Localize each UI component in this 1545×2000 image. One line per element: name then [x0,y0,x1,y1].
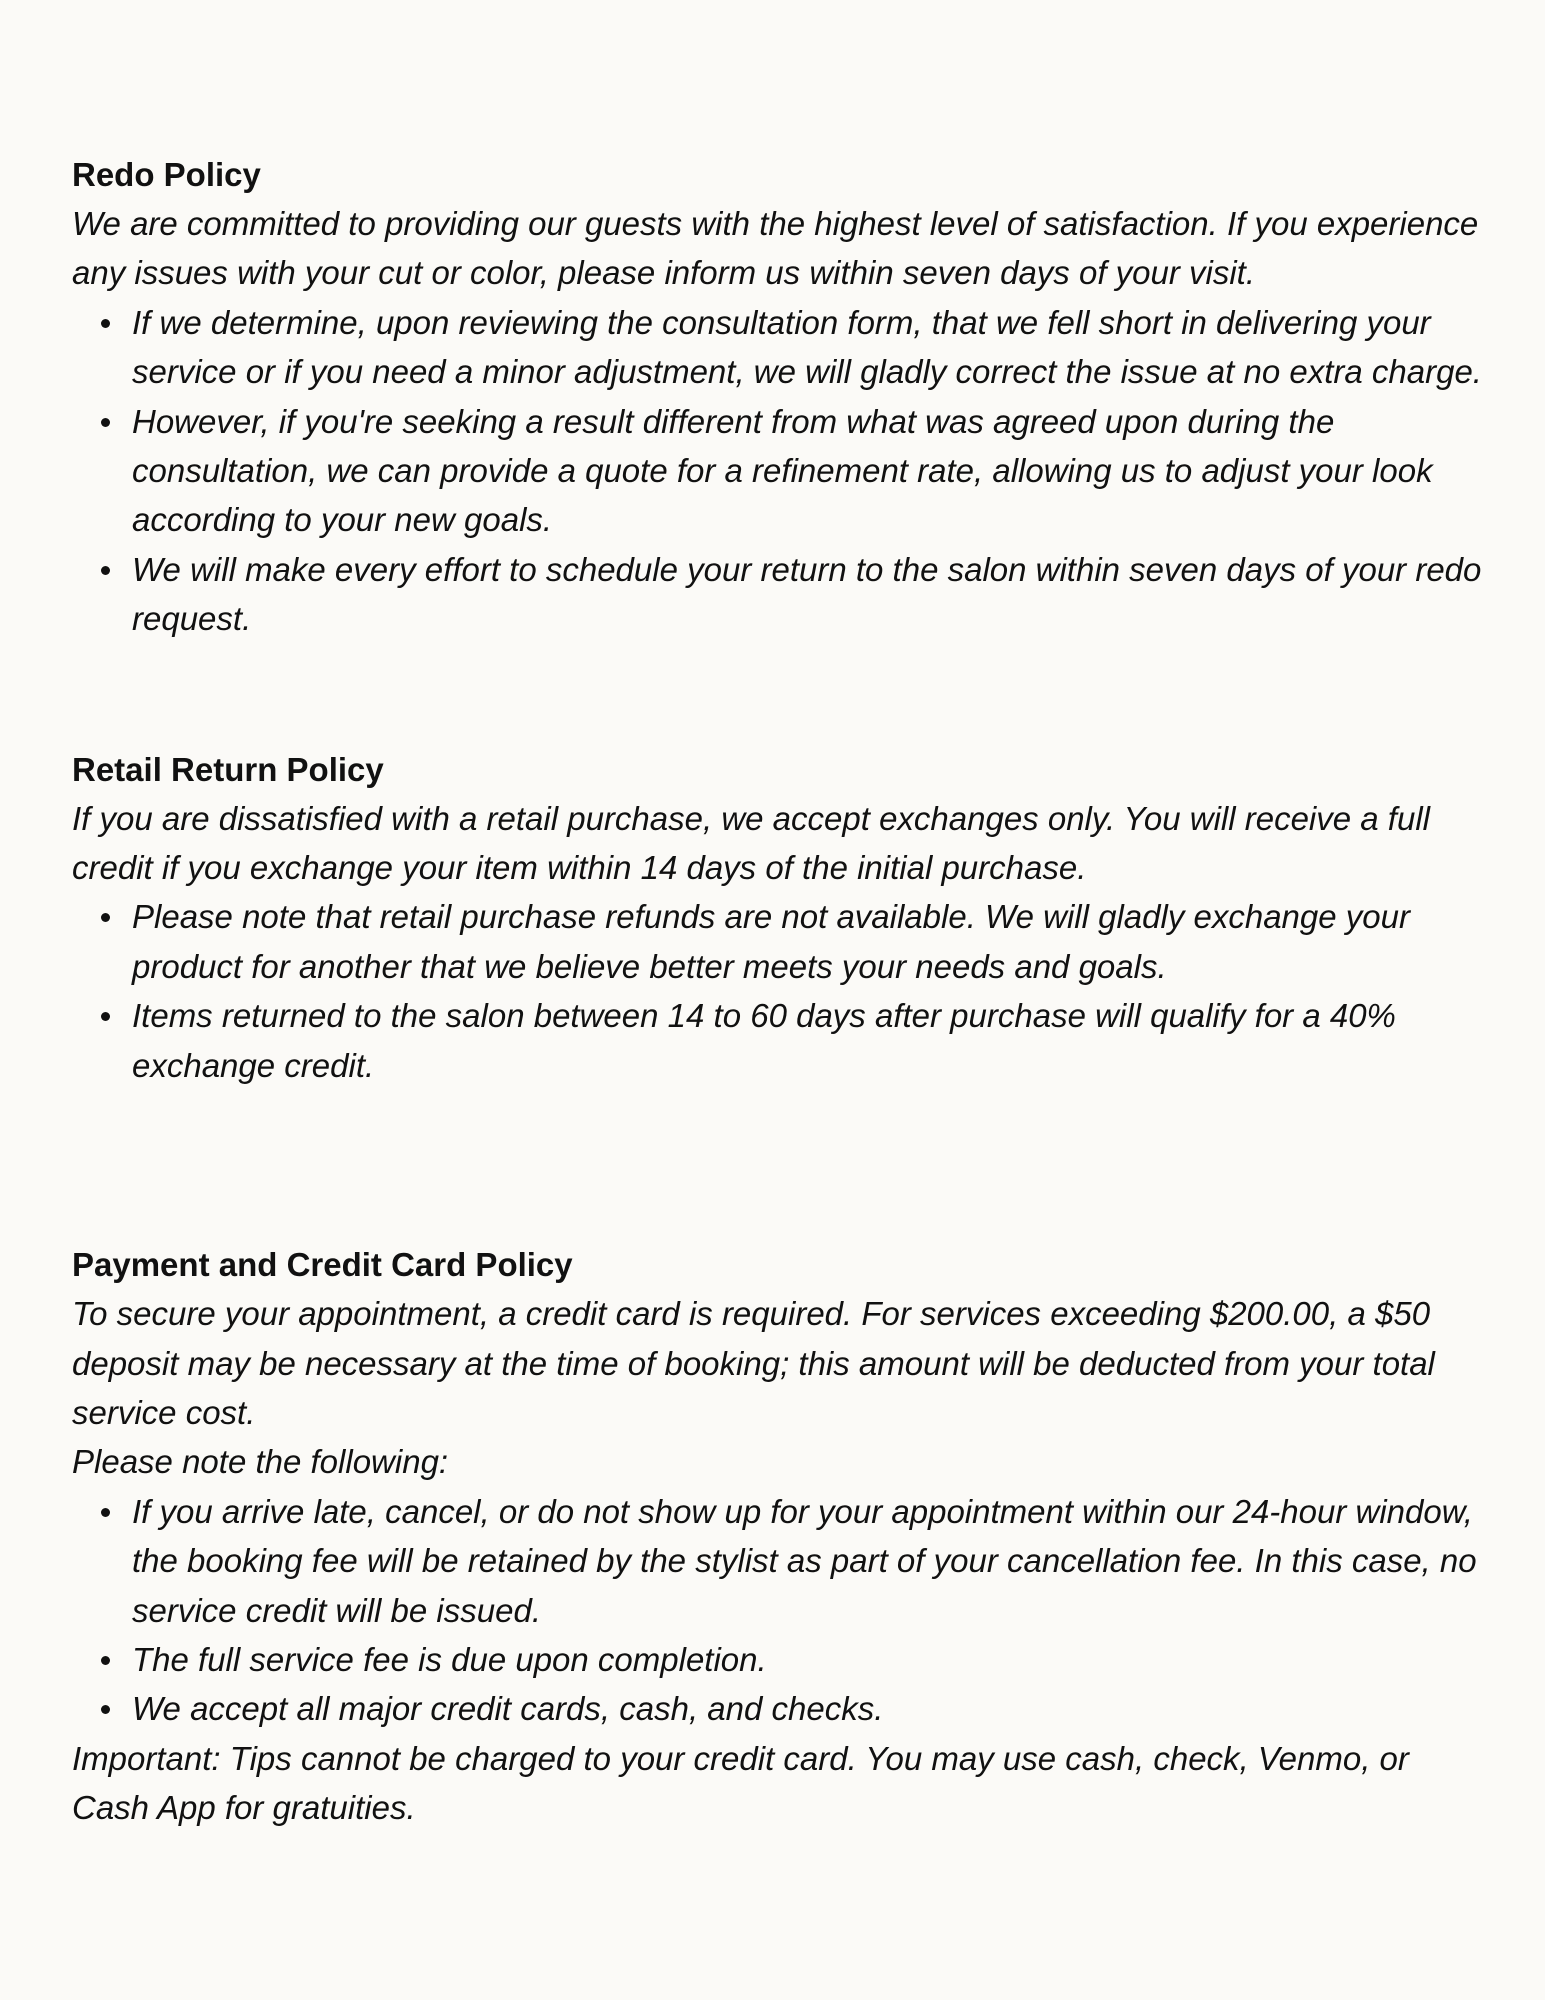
list-item: If you arrive late, cancel, or do not show up for your appointment within our 24-hour window, the booking fee will be retained by the stylist as part of your cancellation fee. In this case, no service credit will be issued. [132,1487,1482,1635]
bullet-icon [101,1508,110,1517]
bullet-icon [101,1656,110,1665]
list-item: Please note that retail purchase refunds are not available. We will gladly exchange your product for another that we believe better meets your needs and goals. [132,892,1482,991]
retail-return-policy-title: Retail Return Policy [72,750,384,788]
bullet-icon [101,1012,110,1021]
payment-policy-list [72,1487,1482,1734]
redo-policy-title: Redo Policy [72,156,261,193]
bullet-icon [101,913,110,922]
payment-policy-title: Payment and Credit Card Policy [72,1246,573,1284]
list-item: The full service fee is due upon completion. [132,1635,1482,1684]
payment-note-lead: Please note the following: [72,1443,449,1481]
bullet-icon [101,566,110,575]
payment-policy-intro: To secure your appointment, a credit card is required. For services exceeding $200.00, a $50 deposit may be necessary at the time of booking; this amount will be deducted from your total service cost. [72,1295,1435,1431]
bullet-icon [101,1705,110,1714]
payment-important-note: Important: Tips cannot be charged to your credit card. You may use cash, check, Venmo, or Cash App for gratuities. [72,1739,1409,1827]
redo-policy-list [72,298,1482,644]
list-item: Items returned to the salon between 14 to 60 days after purchase will qualify for a 40% exchange credit. [132,991,1482,1090]
retail-return-policy-intro: If you are dissatisfied with a retail purchase, we accept exchanges only. You will receive a full credit if you exchange your item within 14 days of the initial purchase. [72,799,1430,887]
list-item: We will make every effort to schedule your return to the salon within seven days of your redo request. [132,545,1482,644]
retail-return-policy-list [72,892,1482,1090]
list-item: However, if you're seeking a result different from what was agreed upon during the consultation, we can provide a quote for a refinement rate, allowing us to adjust your look according to your new goals. [132,397,1482,545]
bullet-icon [101,418,110,427]
policy-document [72,150,1482,1833]
redo-policy-intro: We are committed to providing our guests with the highest level of satisfaction. If you experience any issues with your cut or color, please inform us within seven days of your visit. [72,205,1479,292]
list-item: If we determine, upon reviewing the consultation form, that we fell short in delivering your service or if you need a minor adjustment, we will gladly correct the issue at no extra charge. [132,298,1482,397]
payment-policy-section [72,1240,1482,1832]
retail-return-policy-section [72,745,1482,1090]
list-item: We accept all major credit cards, cash, and checks. [132,1684,1482,1733]
bullet-icon [101,319,110,328]
redo-policy-section [72,150,1482,644]
